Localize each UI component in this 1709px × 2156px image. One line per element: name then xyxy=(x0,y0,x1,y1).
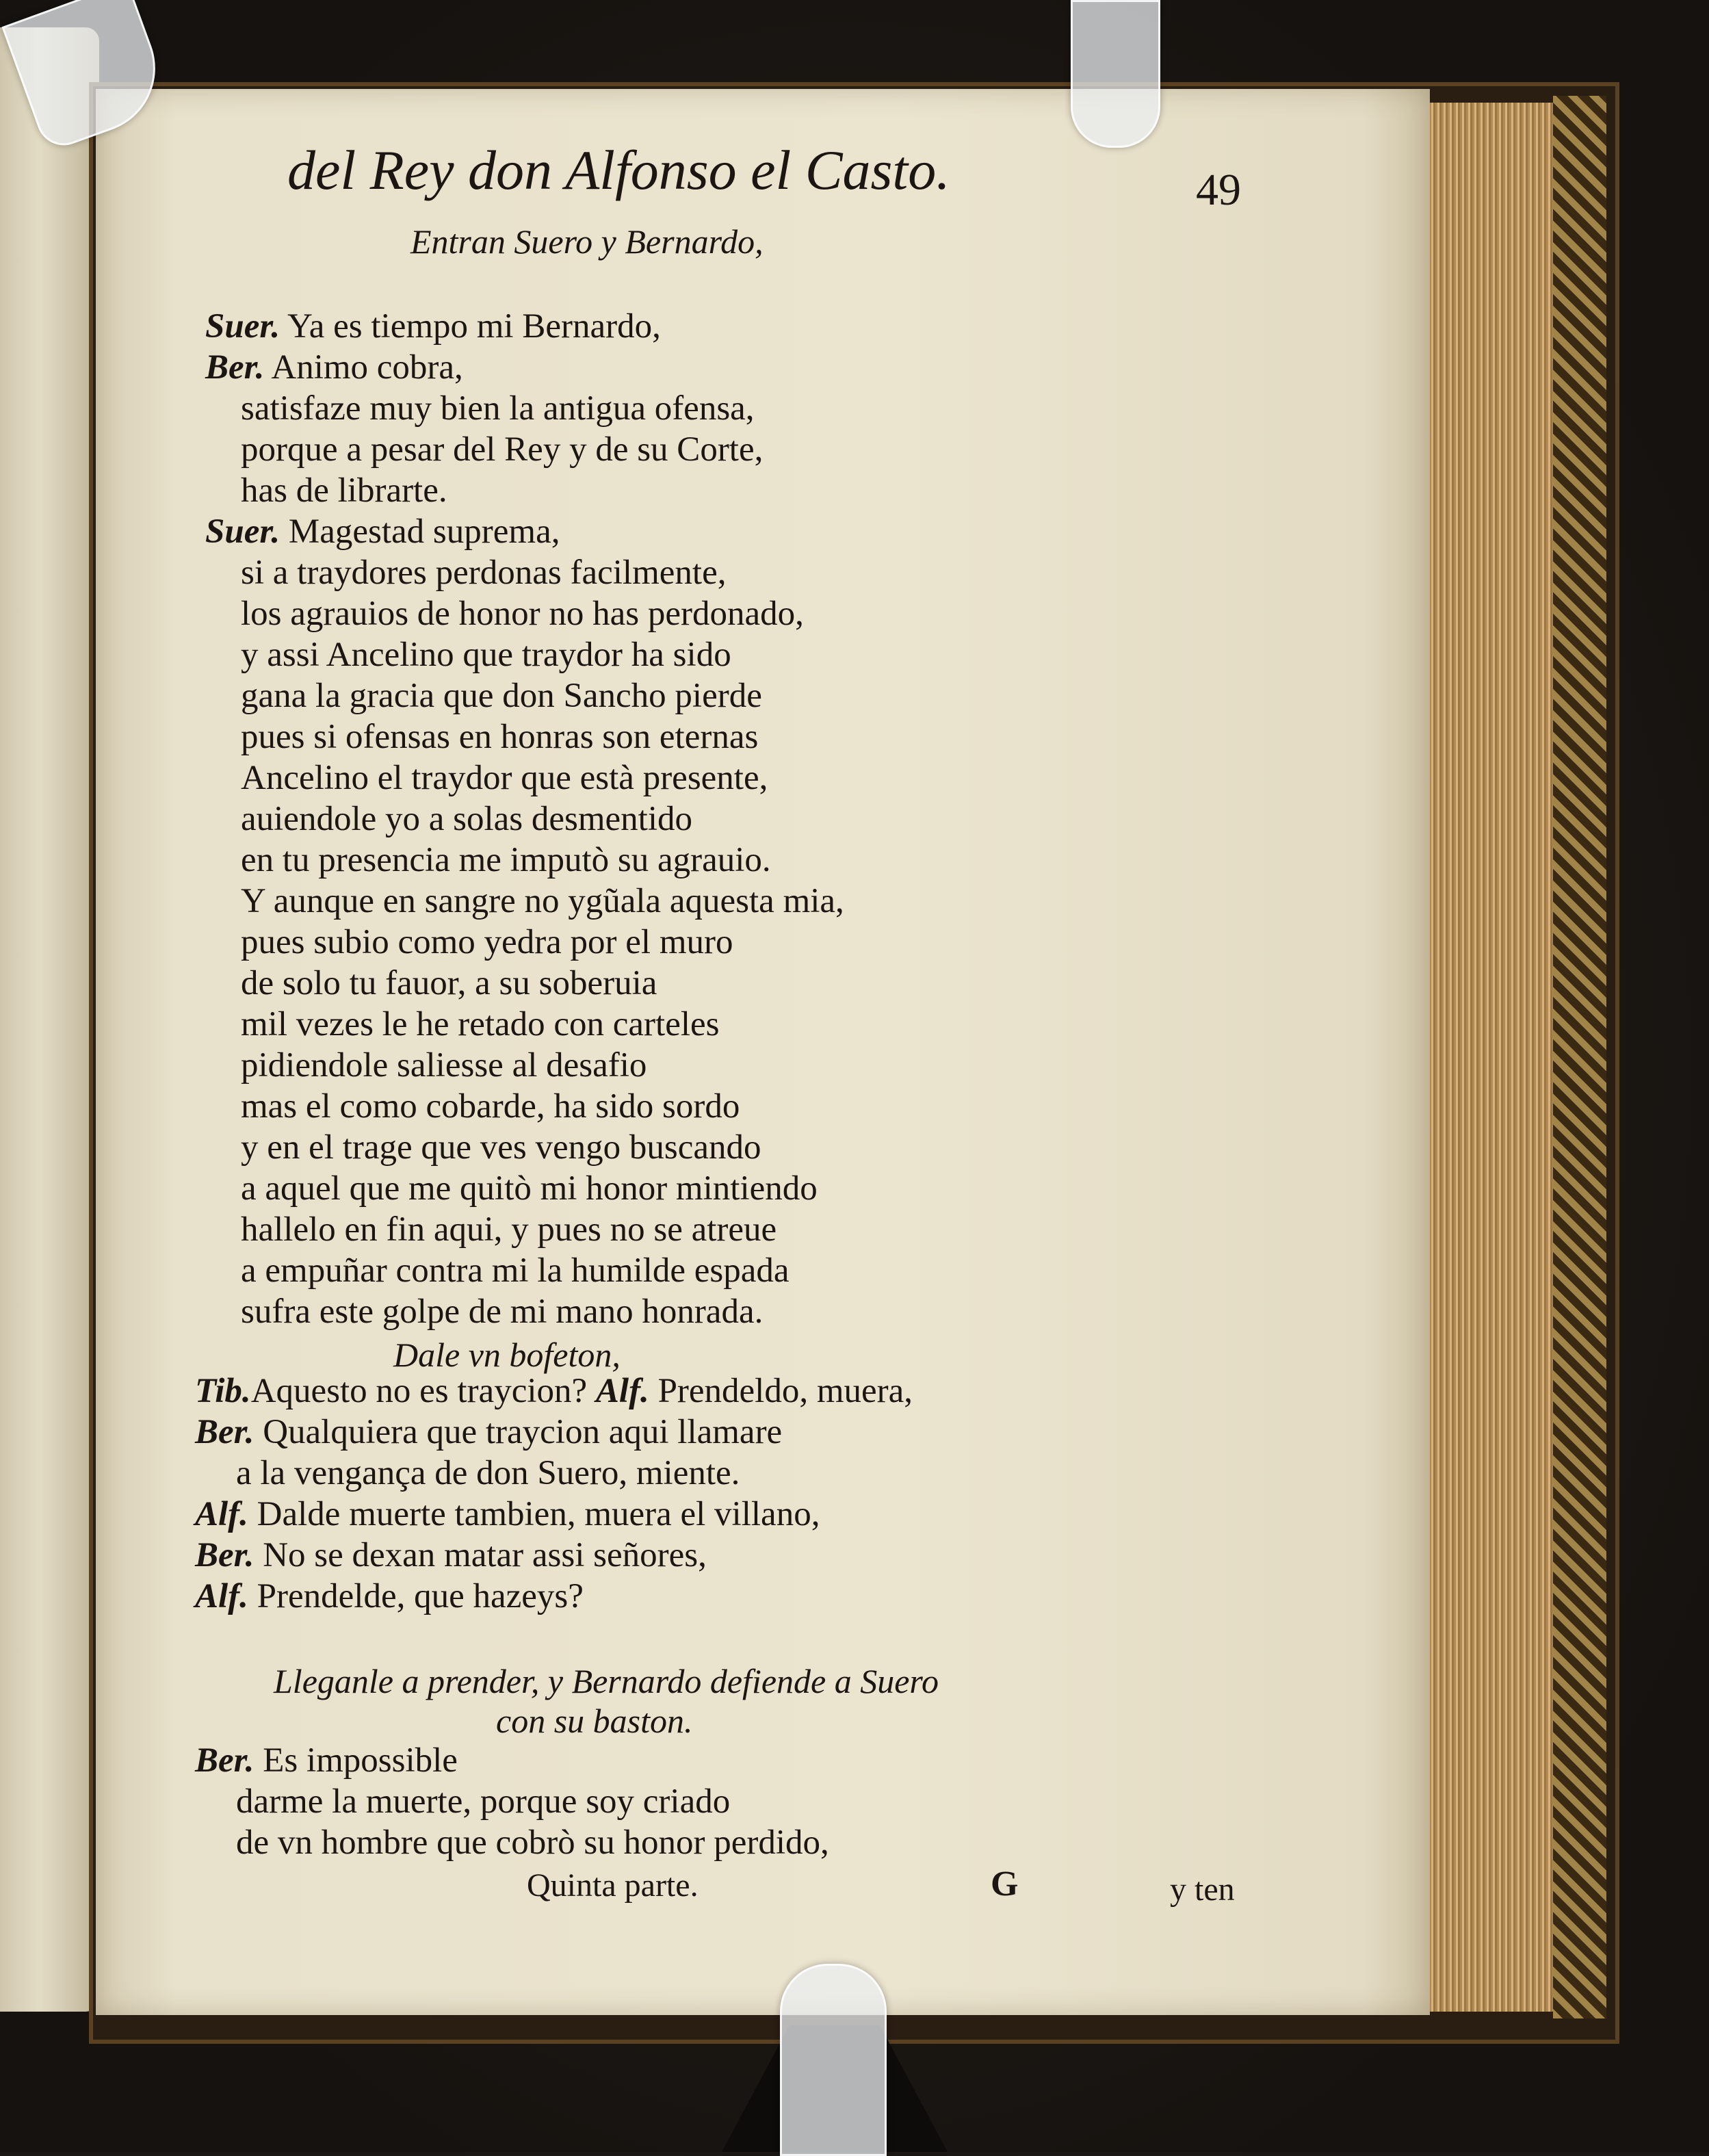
verse-text: sufra este golpe de mi mano honrada. xyxy=(241,1293,764,1331)
verse-line xyxy=(241,966,657,1001)
verse-text: Es impossible xyxy=(263,1741,458,1780)
verse-line xyxy=(241,1007,719,1042)
verse-text: a aquel que me quitò mi honor mintiendo xyxy=(241,1169,818,1208)
verse-line xyxy=(241,391,755,426)
verse-text: de vn hombre que cobrò su honor perdido, xyxy=(236,1823,829,1862)
verse-line xyxy=(241,720,758,755)
speaker-label: Ber. xyxy=(195,1741,255,1780)
verse-text: Y aunque en sangre no ygũala aquesta mia, xyxy=(241,882,844,920)
speaker-label: Tib. xyxy=(195,1372,251,1410)
verse-line xyxy=(236,1784,730,1819)
verse-line xyxy=(195,1579,584,1614)
verse-text: Qualquiera que traycion aqui llamare xyxy=(263,1413,783,1451)
verse-line xyxy=(241,1212,777,1247)
verse-line xyxy=(195,1374,913,1409)
page-clip-top xyxy=(1071,0,1160,148)
signature-title: Quinta parte. xyxy=(527,1867,699,1904)
speaker-label: Suer. xyxy=(205,307,281,346)
stage-direction-arrest: Lleganle a prender, y Bernardo defiende a Suero xyxy=(274,1662,939,1700)
verse-text: pues subio como yedra por el muro xyxy=(241,923,733,961)
verse-line xyxy=(236,1823,829,1862)
verse-text: darme la muerte, porque soy criado xyxy=(236,1782,731,1821)
verse-text: Dalde muerte tambien, muera el villano, xyxy=(257,1495,820,1533)
speaker-label: Ber. xyxy=(205,348,265,387)
verse-line xyxy=(241,884,844,919)
page-number: 49 xyxy=(1196,165,1241,215)
verse-line xyxy=(205,309,661,344)
catchword: y ten xyxy=(1170,1871,1235,1908)
verse-text: mil vezes le he retado con carteles xyxy=(241,1005,720,1043)
verse-line xyxy=(241,1048,647,1083)
speaker-label: Ber. xyxy=(195,1536,255,1574)
verse-line xyxy=(241,556,726,590)
verse-text: Ancelino el traydor que està presente, xyxy=(241,759,768,797)
verse-line xyxy=(241,1171,818,1206)
verse-text: a la vengança de don Suero, miente. xyxy=(236,1454,740,1492)
verse-text: Magestad suprema, xyxy=(288,512,560,551)
verse-line xyxy=(241,1089,740,1124)
verse-text: porque a pesar del Rey y de su Corte, xyxy=(241,430,764,469)
verse-text: hallelo en fin aqui, y pues no se atreue xyxy=(241,1210,777,1249)
verse-line xyxy=(241,597,804,632)
verse-line xyxy=(241,473,447,508)
verse-line xyxy=(236,1456,740,1491)
verse-line xyxy=(241,925,733,960)
speaker-label: Alf. xyxy=(595,1372,649,1410)
verse-text: satisfaze muy bien la antigua ofensa, xyxy=(241,389,755,428)
verse-text: si a traydores perdonas facilmente, xyxy=(241,554,727,592)
signature-mark: G xyxy=(991,1865,1019,1904)
verse-line xyxy=(195,1415,782,1450)
verse-text: mas el como cobarde, ha sido sordo xyxy=(241,1087,740,1126)
speaker-label: Suer. xyxy=(205,512,281,551)
stage-direction-arrest-cont: con su baston. xyxy=(496,1702,693,1740)
verse-line xyxy=(195,1743,458,1778)
verse-text: Aquesto no es traycion? xyxy=(250,1372,588,1410)
verse-text: Prendelde, que hazeys? xyxy=(257,1577,584,1615)
speaker-label: Ber. xyxy=(195,1413,255,1451)
gilt-tooled-border xyxy=(1553,96,1606,2018)
verse-line xyxy=(241,432,763,467)
verse-line xyxy=(241,679,762,714)
verse-line xyxy=(241,1295,763,1329)
verse-line xyxy=(195,1538,707,1573)
verse-line xyxy=(241,843,771,878)
verse-text: y en el trage que ves vengo buscando xyxy=(241,1128,761,1167)
verse-text: en tu presencia me imputò su agrauio. xyxy=(241,841,771,879)
speaker-label: Alf. xyxy=(195,1577,248,1615)
verse-line xyxy=(241,761,768,796)
running-title: del Rey don Alfonso el Casto. xyxy=(287,139,950,201)
verse-text: a empuñar contra mi la humilde espada xyxy=(241,1251,790,1290)
stage-direction-enter: Entran Suero y Bernardo, xyxy=(410,222,764,261)
verse-line xyxy=(241,802,692,837)
verse-line xyxy=(205,512,560,551)
verse-line xyxy=(241,1251,790,1290)
verse-text: de solo tu fauor, a su soberuia xyxy=(241,964,657,1002)
speaker-label: Alf. xyxy=(195,1495,248,1533)
verse-text: gana la gracia que don Sancho pierde xyxy=(241,677,762,715)
page-edges xyxy=(1423,103,1553,2012)
verse-text: Prendeldo, muera, xyxy=(657,1372,913,1410)
verse-text: pidiendole saliesse al desafio xyxy=(241,1046,647,1085)
stage-direction-slap: Dale vn bofeton, xyxy=(393,1336,621,1374)
page-clip-bottom xyxy=(780,1964,887,2156)
verse-line xyxy=(241,1130,761,1165)
verse-line xyxy=(195,1497,820,1532)
verse-text: has de librarte. xyxy=(241,471,447,510)
verse-text: y assi Ancelino que traydor ha sido xyxy=(241,636,731,674)
verse-text: pues si ofensas en honras son eternas xyxy=(241,718,759,756)
verse-text: Animo cobra, xyxy=(271,348,463,387)
verse-text: auiendole yo a solas desmentido xyxy=(241,800,693,838)
verse-text: Ya es tiempo mi Bernardo, xyxy=(287,307,661,346)
verse-text: No se dexan matar assi señores, xyxy=(263,1536,707,1574)
verse-text: los agrauios de honor no has perdonado, xyxy=(241,595,804,633)
verse-line xyxy=(241,638,731,673)
facing-page-edge xyxy=(0,27,99,2012)
verse-line xyxy=(205,350,463,385)
